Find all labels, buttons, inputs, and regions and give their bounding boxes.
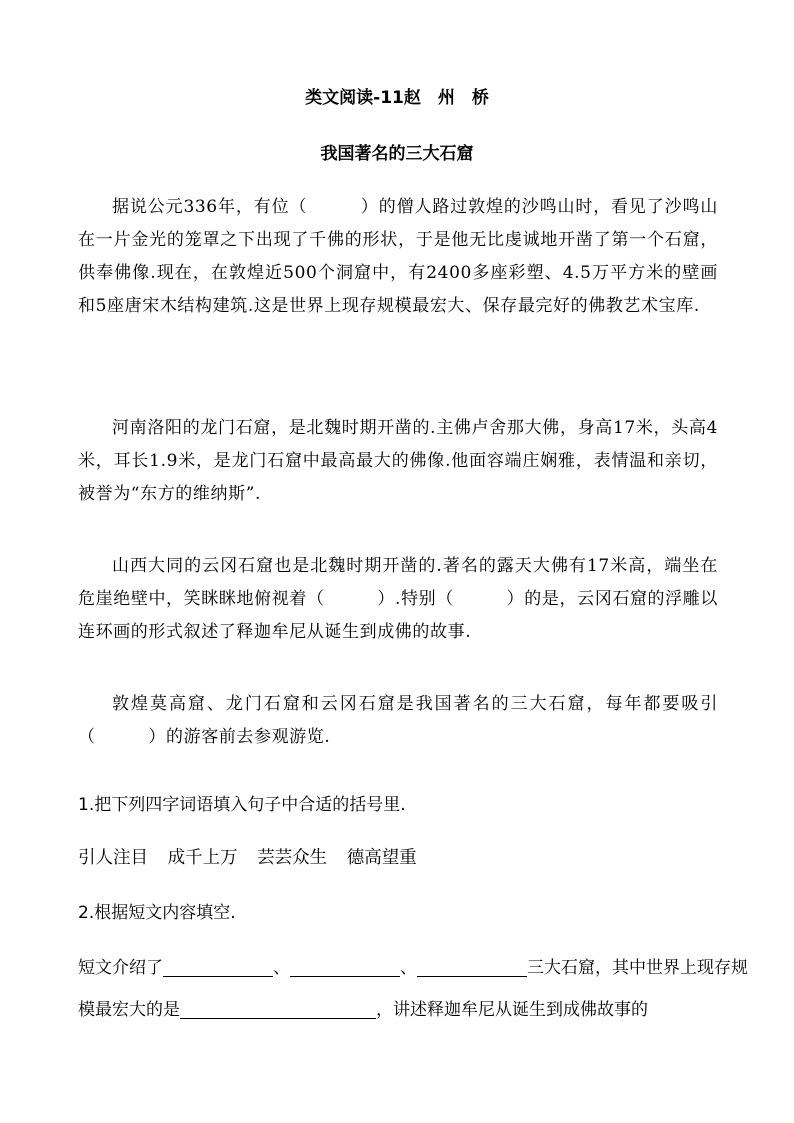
paragraph-4: 敦煌莫高窟、龙门石窟和云冈石窟是我国著名的三大石窟，每年都要吸引（ ）的游客前去参观游览. [78,694,718,747]
paragraph-3: 山西大同的云冈石窟也是北魏时期开凿的.著名的露天大佛有17米高，端坐在危崖绝壁中，笑眯眯地俯视着（ ）.特别（ ）的是，云冈石窟的浮雕以连环画的形式叙述了释迦牟尼从诞生到成佛的故事. [78,556,718,642]
fill-prefix: 短文介绍了 [78,958,163,978]
answer-blank-1[interactable] [163,958,273,977]
fill-separator: 、 [273,958,290,978]
fill-line-1 [78,957,748,979]
paragraph-1: 据说公元336年，有位（ ）的僧人路过敦煌的沙鸣山时，看见了沙鸣山在一片金光的笼罩之下出现了千佛的形状，于是他无比虔诚地开凿了第一个石窟，供奉佛像.现在，在敦煌近500个洞窟中，有2400多座彩塑、4.5万平方米的壁画和5座唐宋木结构建筑.这是世界上现存规模最宏大、保存最完好的佛教艺术宝库. [78,197,718,316]
fill-separator: 、 [400,958,417,978]
answer-blank-4[interactable] [180,1000,376,1019]
fill-line-2 [78,999,723,1021]
word-list [78,847,723,869]
word-item: 德高望重 [346,848,417,868]
fill-line2-prefix: 模最宏大的是 [78,1000,180,1020]
fill-line2-suffix: ，讲述释迦牟尼从诞生到成佛故事的 [376,1000,648,1020]
passage-title: 我国著名的三大石窟 [320,144,474,164]
fill-mid-text: 三大石窟，其中世界上现存规 [527,958,748,978]
answer-blank-3[interactable] [417,958,527,977]
word-item: 引人注目 [78,848,148,868]
page-title: 类文阅读-11赵 州 桥 [305,88,489,108]
word-item: 成千上万 [167,848,238,868]
paragraph-2: 河南洛阳的龙门石窟，是北魏时期开凿的.主佛卢舍那大佛，身高17米，头高4米，耳长1.9米，是龙门石窟中最高最大的佛像.他面容端庄娴雅，表情温和亲切，被誉为“东方的维纳斯”. [78,418,718,504]
question-1: 1.把下列四字词语填入句子中合适的括号里. [78,795,406,815]
answer-blank-2[interactable] [290,958,400,977]
word-item: 芸芸众生 [257,848,328,868]
question-2: 2.根据短文内容填空. [78,903,236,923]
